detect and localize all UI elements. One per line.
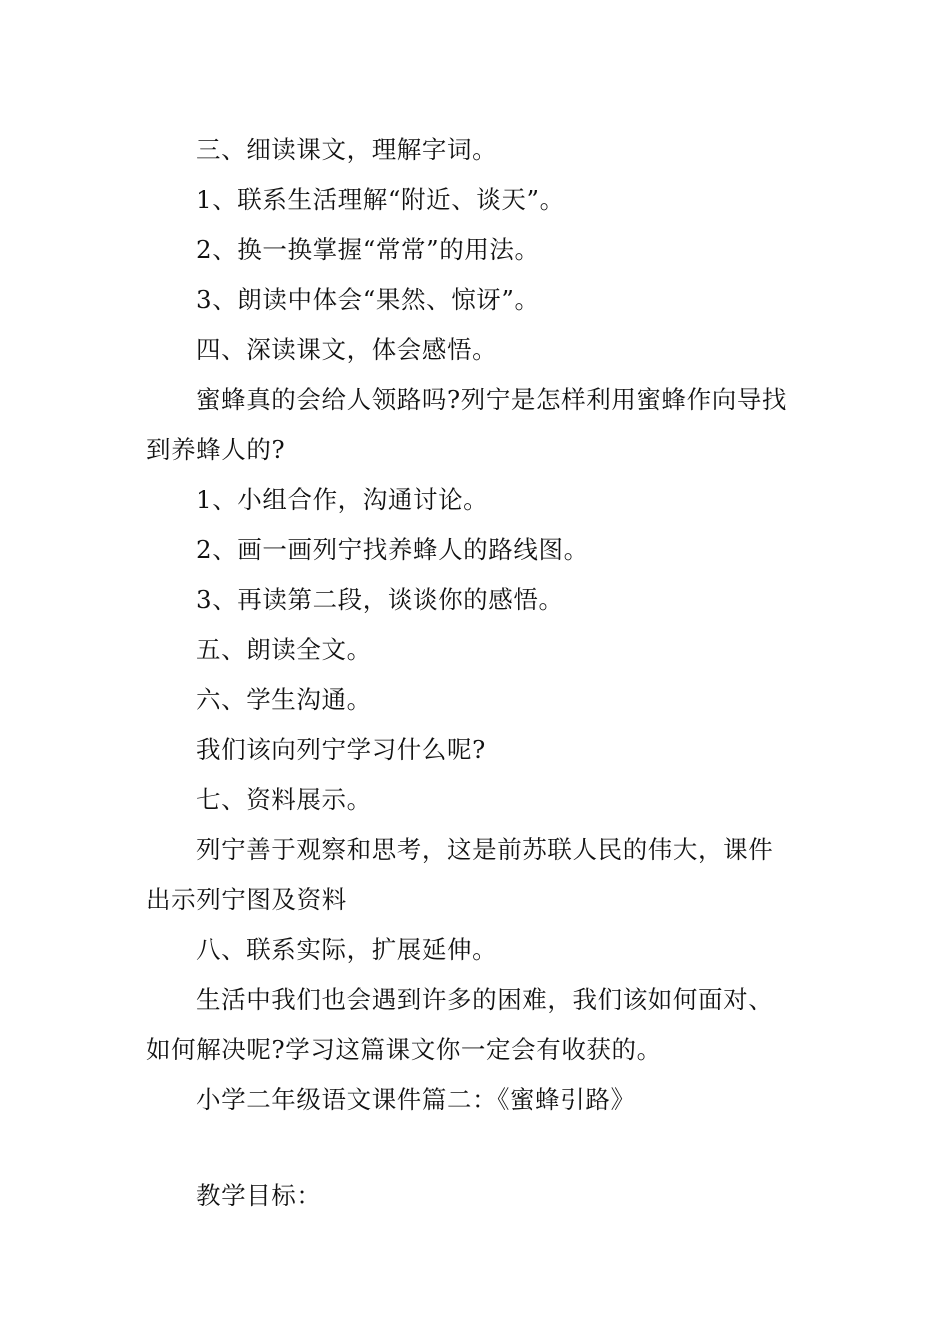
section-heading: 四、深读课文，体会感悟。 xyxy=(196,335,498,364)
section-heading: 六、学生沟通。 xyxy=(196,685,372,714)
section-heading: 八、联系实际，扩展延伸。 xyxy=(196,935,498,964)
list-item: 1、小组合作，沟通讨论。 xyxy=(196,485,489,514)
section-heading: 三、细读课文，理解字词。 xyxy=(196,135,498,164)
paragraph-line: 列宁善于观察和思考，这是前苏联人民的伟大，课件 xyxy=(196,835,774,864)
list-item: 2、换一换掌握“常常”的用法。 xyxy=(196,235,540,264)
paragraph-line: 蜜蜂真的会给人领路吗?列宁是怎样利用蜜蜂作向导找 xyxy=(196,385,788,414)
paragraph-line: 生活中我们也会遇到许多的困难，我们该如何面对、 xyxy=(196,985,774,1014)
paragraph-line: 如何解决呢?学习这篇课文你一定会有收获的。 xyxy=(146,1035,662,1064)
list-item: 3、再读第二段，谈谈你的感悟。 xyxy=(196,585,564,614)
section-heading: 教学目标： xyxy=(196,1181,322,1210)
section-heading: 七、资料展示。 xyxy=(196,785,372,814)
section-heading: 五、朗读全文。 xyxy=(196,635,372,664)
list-item: 1、联系生活理解“附近、谈天”。 xyxy=(196,185,565,214)
list-item: 2、画一画列宁找养蜂人的路线图。 xyxy=(196,535,589,564)
paragraph-line: 到养蜂人的? xyxy=(146,435,286,464)
document-subtitle: 小学二年级语文课件篇二：《蜜蜂引路》 xyxy=(196,1085,636,1114)
paragraph-line: 出示列宁图及资料 xyxy=(146,885,347,914)
paragraph-line: 我们该向列宁学习什么呢? xyxy=(196,735,486,764)
list-item: 3、朗读中体会“果然、惊讶”。 xyxy=(196,285,540,314)
